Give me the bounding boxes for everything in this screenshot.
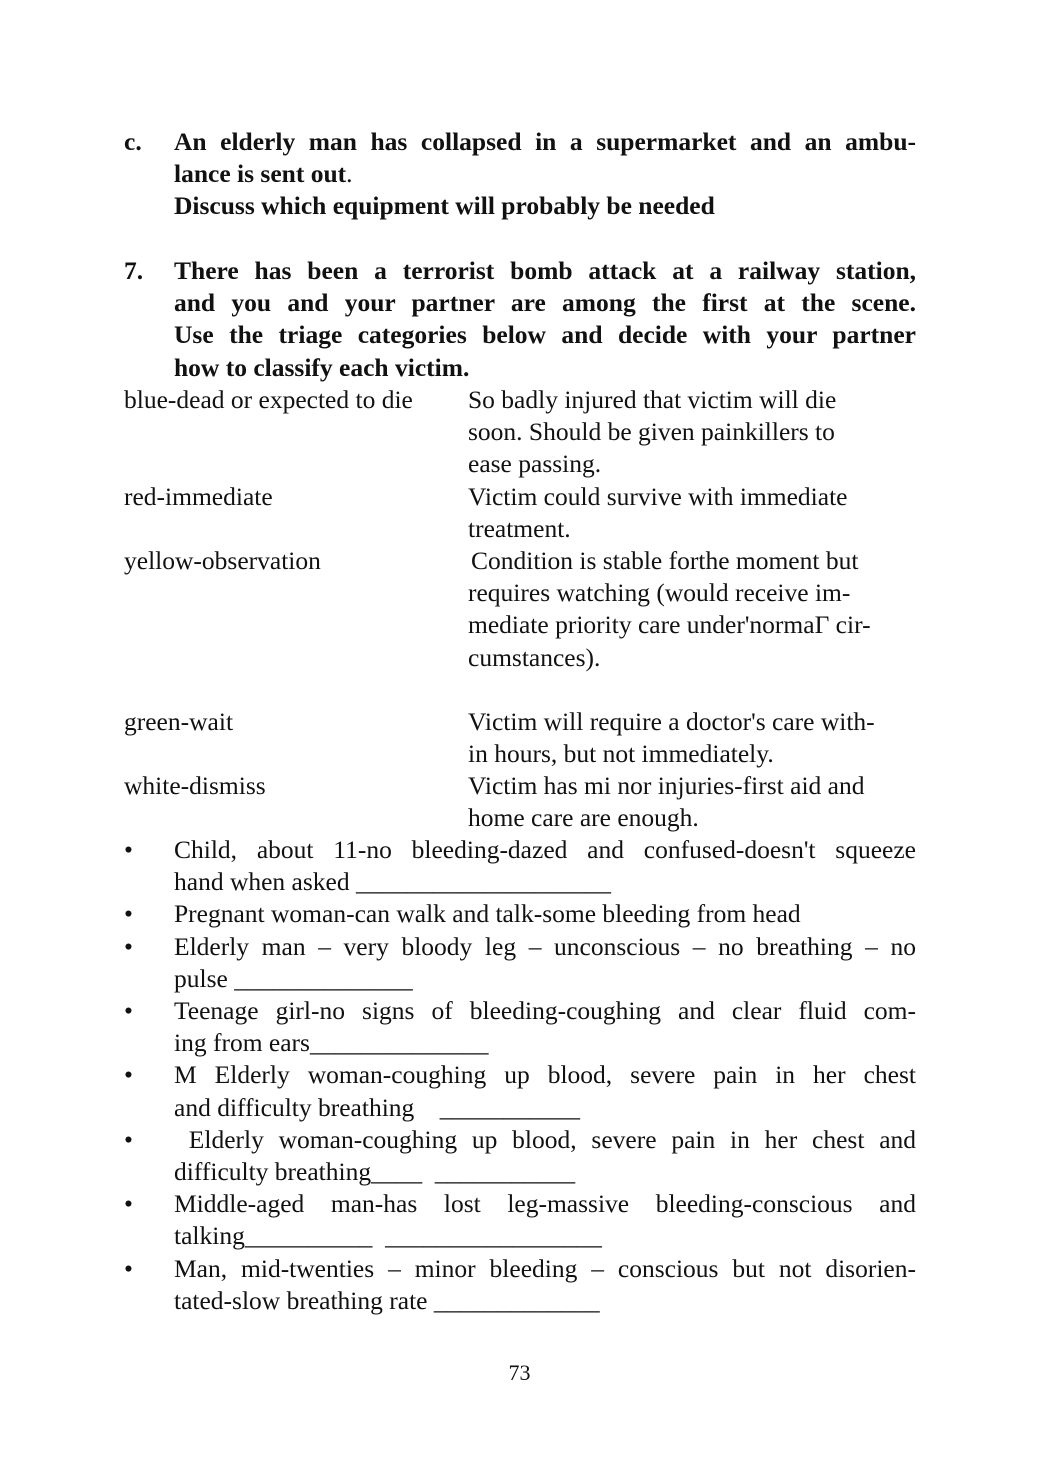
question-7-line-4: how to classify each victim. <box>174 352 470 382</box>
triage-description-line: home care are enough. <box>468 803 699 833</box>
triage-description-line: Victim will require a doctor's care with- <box>468 706 875 736</box>
triage-description-line: soon. Should be given painkillers to <box>468 417 835 447</box>
victim-line: M Elderly woman-coughing up blood, severe pain in her chest <box>174 1060 916 1090</box>
triage-description-line: Victim could survive with immediate <box>468 481 848 511</box>
triage-category: blue-dead or expected to die <box>124 385 413 414</box>
victim-item <box>124 898 916 930</box>
victim-item <box>124 1124 916 1188</box>
triage-category: red-immediate <box>124 481 273 511</box>
triage-description <box>468 770 916 834</box>
question-c <box>124 126 916 223</box>
bullet-icon: • <box>124 835 133 864</box>
question-7 <box>124 255 916 384</box>
victim-line: hand when asked ____________________ <box>174 867 611 897</box>
victim-line: ing from ears______________ <box>174 1028 489 1058</box>
victim-line: Elderly woman-coughing up blood, severe pain in her chest and <box>174 1124 917 1154</box>
triage-description-line: treatment. <box>468 513 571 543</box>
question-c-line-1: An elderly man has collapsed in a supermarket and an ambu- <box>174 127 916 156</box>
question-c-line-2: lance is sent out <box>174 159 347 189</box>
victim-line: pulse ______________ <box>174 963 413 993</box>
triage-categories <box>124 384 916 835</box>
triage-description-line: requires watching (would receive im- <box>468 578 851 608</box>
question-7-label: 7. <box>124 256 144 285</box>
victim-item <box>124 1253 916 1317</box>
victim-line: Pregnant woman-can walk and talk-some bleeding from head <box>174 899 801 929</box>
triage-description-line: mediate priority care under'normaГ cir- <box>468 610 871 640</box>
victim-line: difficulty breathing____ ___________ <box>174 1157 576 1187</box>
triage-row-blue <box>124 384 916 481</box>
question-7-line-3: Use the triage categories below and decide with your partner <box>174 320 916 350</box>
triage-description <box>468 706 916 770</box>
question-7-line-1: There has been a terrorist bomb attack at a railway station, <box>174 256 916 285</box>
triage-spacer <box>124 674 916 706</box>
victim-line: Middle-aged man-has lost leg-massive bleeding-conscious and <box>174 1189 916 1219</box>
triage-description-line: So badly injured that victim will die <box>468 385 837 414</box>
question-c-line-2-tail: . <box>346 159 353 189</box>
question-7-line-2: and you and your partner are among the first at the scene. <box>174 288 916 318</box>
triage-description-line: ease passing. <box>468 449 602 479</box>
victim-item <box>124 1188 916 1252</box>
bullet-icon: • <box>124 1124 133 1154</box>
question-c-line-3: Discuss which equipment will probably be needed <box>174 191 715 221</box>
victim-line: tated-slow breathing rate _____________ <box>174 1285 600 1315</box>
triage-description-line: cumstances). <box>468 642 601 672</box>
triage-description-line: Victim has mi nor injuries-first aid and <box>468 771 865 801</box>
bullet-icon: • <box>124 996 133 1026</box>
bullet-icon: • <box>124 1253 133 1283</box>
victim-list <box>124 834 916 1317</box>
page-number: 73 <box>508 1360 531 1385</box>
triage-row-red <box>124 481 916 545</box>
triage-category: yellow-observation <box>124 546 321 576</box>
victim-item <box>124 995 916 1059</box>
victim-line: talking__________ _________________ <box>174 1221 602 1251</box>
triage-category: white-dismiss <box>124 771 266 801</box>
victim-item <box>124 834 916 898</box>
triage-description <box>468 384 916 481</box>
victim-line: Child, about 11-no bleeding-dazed and confused-doesn't squeeze <box>174 835 916 864</box>
triage-category: green-wait <box>124 706 234 736</box>
triage-description-line: Condition is stable forthe moment but <box>471 546 859 576</box>
victim-line: Elderly man – very bloody leg – unconscious – no breathing – no <box>174 931 916 961</box>
victim-line: and difficulty breathing ___________ <box>174 1092 581 1122</box>
victim-line: Teenage girl-no signs of bleeding-coughing and clear fluid com- <box>174 996 916 1026</box>
bullet-icon: • <box>124 931 133 961</box>
bullet-icon: • <box>124 899 133 929</box>
victim-line: Man, mid-twenties – minor bleeding – conscious but not disorien- <box>174 1253 916 1283</box>
triage-row-yellow <box>124 545 916 674</box>
victim-item <box>124 931 916 995</box>
question-c-label: c. <box>124 127 142 156</box>
triage-row-green <box>124 706 916 770</box>
bullet-icon: • <box>124 1060 133 1090</box>
triage-description-line: in hours, but not immediately. <box>468 739 774 769</box>
triage-description <box>468 481 916 545</box>
victim-item <box>124 1059 916 1123</box>
triage-row-white <box>124 770 916 834</box>
triage-description <box>468 545 916 674</box>
bullet-icon: • <box>124 1189 133 1219</box>
